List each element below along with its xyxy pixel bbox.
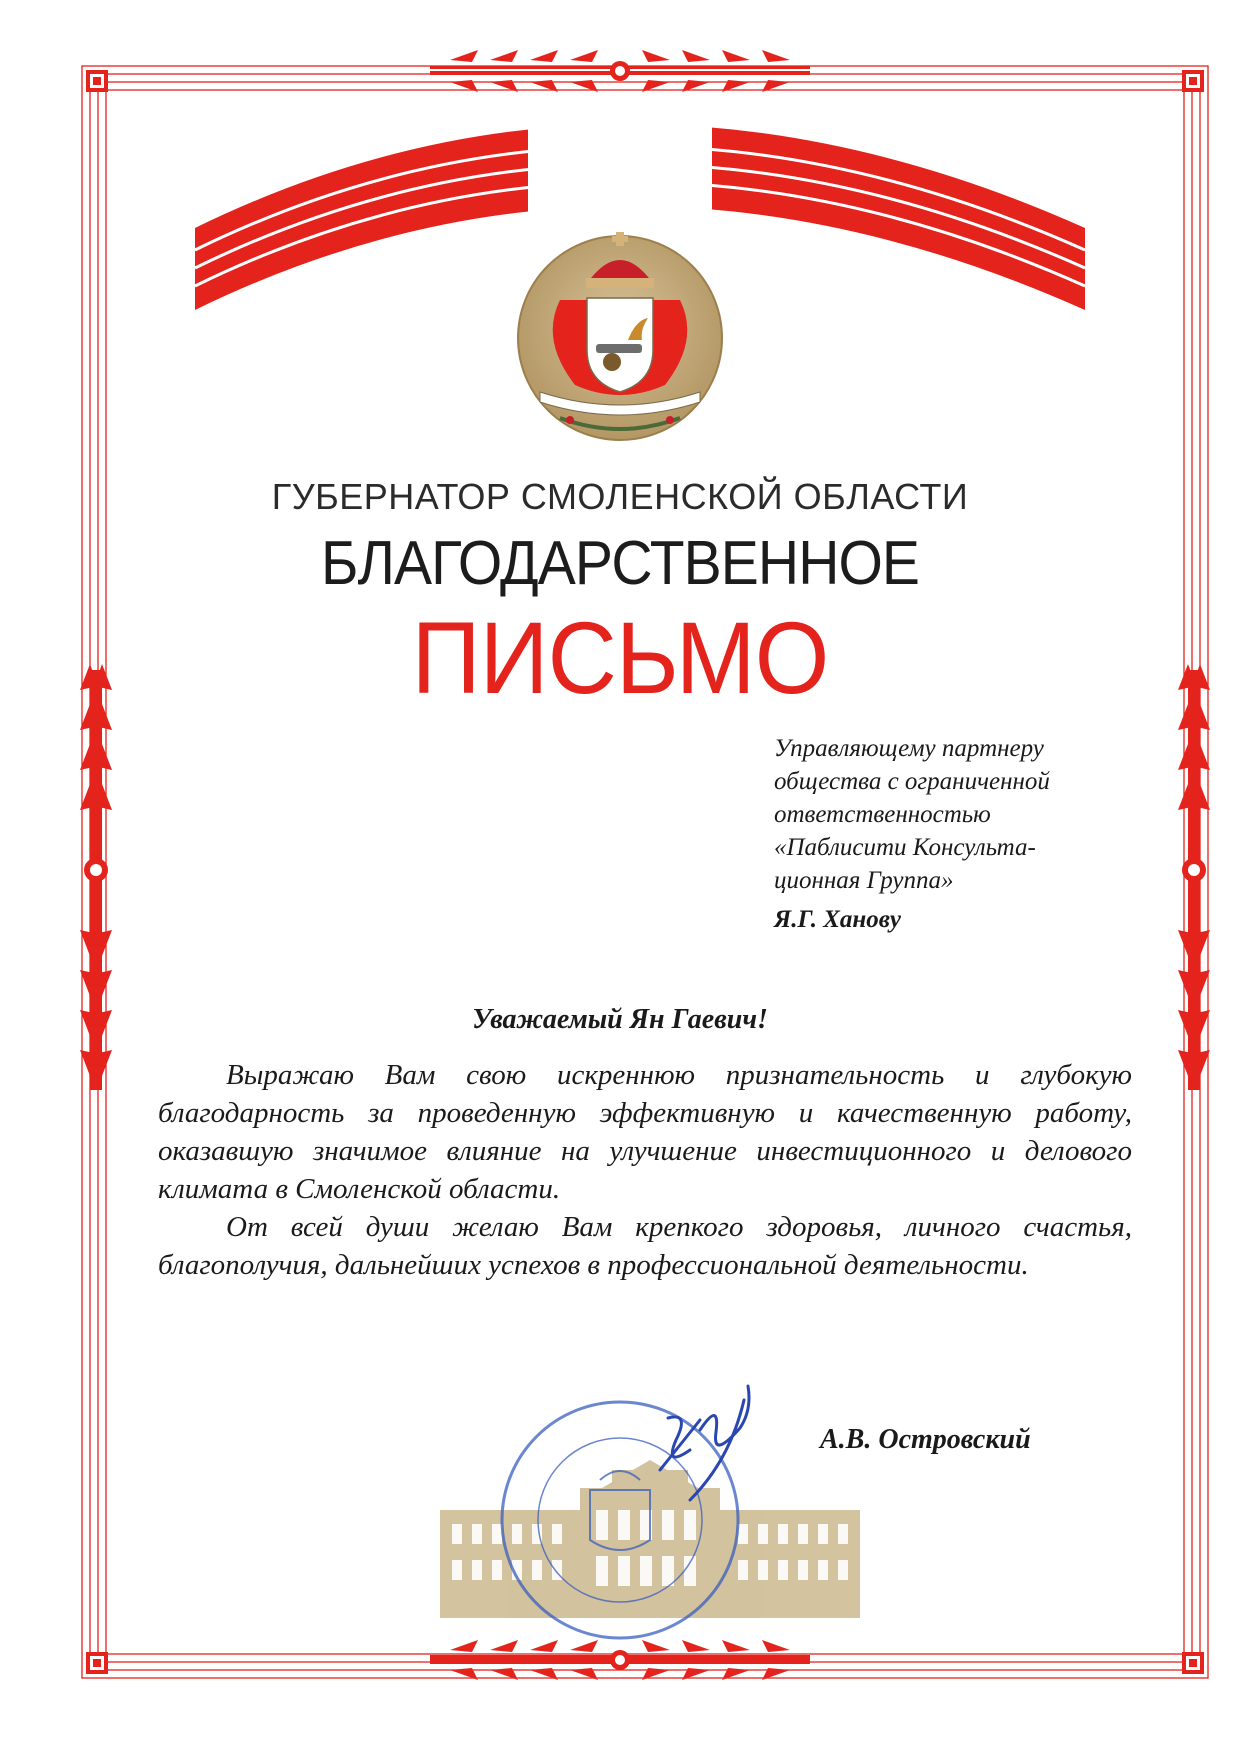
addressee-line: общества с ограниченной [774,768,1050,795]
addressee-block [774,732,1154,897]
addressee-line: Управляющему партнеру [774,735,1044,762]
document-subtitle: ПИСЬМО [411,601,829,715]
letter-paragraph: Выражаю Вам свою искреннюю признательность и глубокую благодарность за проведенную эффективную и качественную работу, оказавшую значимое влияние на улучшение инвестиционного и делового климата в Смоленской области. [158,1059,1132,1205]
letter-paragraph: От всей души желаю Вам крепкого здоровья, личного счастья, благополучия, дальнейших успехов в профессиональной деятельности. [158,1211,1132,1281]
addressee-line: ционная Группа» [774,867,954,894]
signer-name: А.В. Островский [820,1424,1031,1455]
recipient-name: Я.Г. Ханову [774,906,902,933]
document-title: БЛАГОДАРСТВЕННОЕ [320,529,920,598]
top-garland [430,50,810,92]
addressee-line: «Паблисити Консульта- [774,834,1036,861]
addressee-line: ответственностью [774,801,991,828]
issuer-heading: ГУБЕРНАТОР СМОЛЕНСКОЙ ОБЛАСТИ [271,476,969,517]
letter-body [158,1056,1132,1284]
salutation: Уважаемый Ян Гаевич! [472,1004,768,1035]
bottom-garland [430,1640,810,1680]
